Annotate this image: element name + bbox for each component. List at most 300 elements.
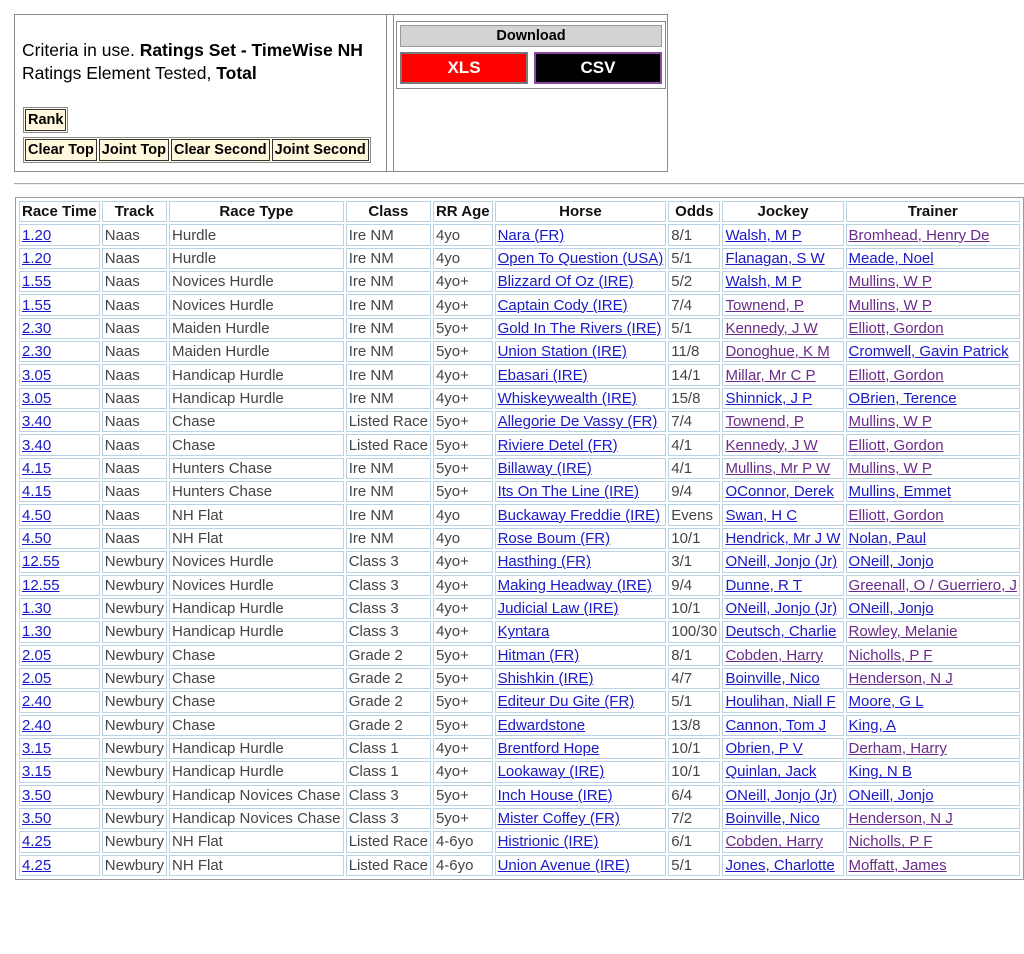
trainer-cell xyxy=(846,364,1020,385)
horse-link[interactable]: Its On The Line (IRE) xyxy=(497,483,640,501)
rr-age-cell: 4yo xyxy=(433,528,493,549)
class-cell: Grade 2 xyxy=(346,715,431,736)
horse-link[interactable]: Riviere Detel (FR) xyxy=(497,436,618,454)
track-cell: Naas xyxy=(102,248,167,269)
race-type-cell: Handicap Hurdle xyxy=(169,621,344,642)
track-cell: Newbury xyxy=(102,855,167,876)
header-odds: Odds xyxy=(668,201,720,222)
trainer-cell xyxy=(846,761,1020,782)
trainer-cell xyxy=(846,318,1020,339)
element-label: Ratings Element Tested, xyxy=(22,63,217,83)
odds-cell: 100/30 xyxy=(668,621,720,642)
horse-cell xyxy=(495,551,667,572)
race-time-cell xyxy=(19,668,100,689)
trainer-cell xyxy=(846,831,1020,852)
table-row xyxy=(19,248,1020,269)
horse-cell xyxy=(495,294,667,315)
table-row xyxy=(19,318,1020,339)
odds-cell: 4/1 xyxy=(668,458,720,479)
download-title: Download xyxy=(400,25,662,47)
race-time-link[interactable]: 4.25 xyxy=(22,856,52,874)
joint-second-button[interactable]: Joint Second xyxy=(272,139,369,161)
race-type-cell: Hunters Chase xyxy=(169,481,344,502)
header-jockey: Jockey xyxy=(722,201,843,222)
race-time-link[interactable]: 1.20 xyxy=(22,226,52,244)
race-time-cell xyxy=(19,855,100,876)
trainer-link[interactable]: Greenall, O / Guerriero, J xyxy=(848,576,1017,594)
horse-cell xyxy=(495,761,667,782)
rr-age-cell: 4-6yo xyxy=(433,855,493,876)
race-type-cell: Handicap Hurdle xyxy=(169,598,344,619)
odds-cell: 10/1 xyxy=(668,598,720,619)
race-type-cell: Novices Hurdle xyxy=(169,271,344,292)
horse-link[interactable]: Captain Cody (IRE) xyxy=(497,296,628,314)
horse-link[interactable]: Buckaway Freddie (IRE) xyxy=(497,506,661,524)
criteria-line xyxy=(22,40,363,61)
joint-top-button[interactable]: Joint Top xyxy=(99,139,169,161)
race-type-cell: Chase xyxy=(169,668,344,689)
horse-cell xyxy=(495,738,667,759)
race-time-link[interactable]: 3.40 xyxy=(22,413,52,431)
table-row xyxy=(19,528,1020,549)
trainer-cell xyxy=(846,434,1020,455)
class-cell: Class 3 xyxy=(346,621,431,642)
csv-download-button[interactable]: CSV xyxy=(534,52,662,84)
jockey-link[interactable]: Shinnick, J P xyxy=(725,389,813,407)
horse-link[interactable]: Making Headway (IRE) xyxy=(497,576,652,594)
horse-link[interactable]: Brentford Hope xyxy=(497,740,600,758)
odds-cell: 4/7 xyxy=(668,668,720,689)
horse-cell xyxy=(495,598,667,619)
track-cell: Newbury xyxy=(102,785,167,806)
horse-link[interactable]: Nara (FR) xyxy=(497,226,565,244)
horse-cell xyxy=(495,808,667,829)
trainer-link[interactable]: ONeill, Jonjo xyxy=(848,600,934,618)
jockey-link[interactable]: Millar, Mr C P xyxy=(725,366,816,384)
race-time-cell xyxy=(19,411,100,432)
class-cell: Listed Race xyxy=(346,434,431,455)
horse-cell xyxy=(495,271,667,292)
track-cell: Newbury xyxy=(102,738,167,759)
class-cell: Ire NM xyxy=(346,528,431,549)
race-type-cell: Chase xyxy=(169,645,344,666)
trainer-cell xyxy=(846,504,1020,525)
jockey-link[interactable]: Cobden, Harry xyxy=(725,646,823,664)
race-time-cell xyxy=(19,575,100,596)
jockey-cell xyxy=(722,318,843,339)
jockey-link[interactable]: ONeill, Jonjo (Jr) xyxy=(725,553,838,571)
horse-link[interactable]: Allegorie De Vassy (FR) xyxy=(497,413,658,431)
jockey-cell xyxy=(722,481,843,502)
race-time-link[interactable]: 1.30 xyxy=(22,623,52,641)
odds-cell: 7/4 xyxy=(668,294,720,315)
table-row xyxy=(19,761,1020,782)
class-cell: Ire NM xyxy=(346,248,431,269)
class-cell: Grade 2 xyxy=(346,691,431,712)
class-cell: Ire NM xyxy=(346,458,431,479)
race-time-cell xyxy=(19,248,100,269)
class-cell: Ire NM xyxy=(346,271,431,292)
jockey-link[interactable]: Hendrick, Mr J W xyxy=(725,529,841,547)
track-cell: Naas xyxy=(102,341,167,362)
jockey-link[interactable]: Flanagan, S W xyxy=(725,249,825,267)
odds-cell: 5/1 xyxy=(668,318,720,339)
table-row xyxy=(19,271,1020,292)
trainer-link[interactable]: Henderson, N J xyxy=(848,670,953,688)
header-race-time: Race Time xyxy=(19,201,100,222)
class-cell: Class 3 xyxy=(346,808,431,829)
table-row xyxy=(19,668,1020,689)
class-cell: Grade 2 xyxy=(346,645,431,666)
trainer-link[interactable]: OBrien, Terence xyxy=(848,389,957,407)
race-time-cell xyxy=(19,388,100,409)
race-time-cell xyxy=(19,481,100,502)
trainer-link[interactable]: Elliott, Gordon xyxy=(848,319,944,337)
rr-age-cell: 4yo+ xyxy=(433,364,493,385)
jockey-link[interactable]: Kennedy, J W xyxy=(725,436,818,454)
trainer-link[interactable]: Mullins, W P xyxy=(848,296,932,314)
race-type-cell: NH Flat xyxy=(169,504,344,525)
jockey-link[interactable]: Cannon, Tom J xyxy=(725,716,827,734)
jockey-link[interactable]: ONeill, Jonjo (Jr) xyxy=(725,600,838,618)
trainer-link[interactable]: Rowley, Melanie xyxy=(848,623,958,641)
rr-age-cell: 4yo+ xyxy=(433,388,493,409)
xls-download-button[interactable]: XLS xyxy=(400,52,528,84)
jockey-link[interactable]: Dunne, R T xyxy=(725,576,802,594)
clear-top-button[interactable]: Clear Top xyxy=(25,139,97,161)
trainer-cell xyxy=(846,715,1020,736)
race-time-link[interactable]: 1.55 xyxy=(22,273,52,291)
horse-link[interactable]: Billaway (IRE) xyxy=(497,459,592,477)
rr-age-cell: 5yo+ xyxy=(433,715,493,736)
track-cell: Newbury xyxy=(102,598,167,619)
class-cell: Grade 2 xyxy=(346,668,431,689)
jockey-cell xyxy=(722,761,843,782)
race-type-cell: NH Flat xyxy=(169,528,344,549)
race-time-cell xyxy=(19,341,100,362)
race-time-link[interactable]: 4.50 xyxy=(22,506,52,524)
odds-cell: 7/2 xyxy=(668,808,720,829)
trainer-link[interactable]: King, A xyxy=(848,716,897,734)
jockey-link[interactable]: Deutsch, Charlie xyxy=(725,623,837,641)
jockey-link[interactable]: Walsh, M P xyxy=(725,273,802,291)
horse-link[interactable]: Gold In The Rivers (IRE) xyxy=(497,319,662,337)
track-cell: Newbury xyxy=(102,808,167,829)
table-row xyxy=(19,434,1020,455)
track-cell: Naas xyxy=(102,481,167,502)
jockey-cell xyxy=(722,831,843,852)
rr-age-cell: 4yo xyxy=(433,224,493,245)
horse-cell xyxy=(495,341,667,362)
trainer-link[interactable]: Mullins, W P xyxy=(848,273,932,291)
trainer-cell xyxy=(846,645,1020,666)
jockey-cell xyxy=(722,271,843,292)
track-cell: Naas xyxy=(102,318,167,339)
horse-link[interactable]: Open To Question (USA) xyxy=(497,249,664,267)
rr-age-cell: 5yo+ xyxy=(433,481,493,502)
trainer-cell xyxy=(846,785,1020,806)
race-time-link[interactable]: 2.05 xyxy=(22,670,52,688)
race-time-cell xyxy=(19,621,100,642)
race-time-cell xyxy=(19,691,100,712)
jockey-link[interactable]: Swan, H C xyxy=(725,506,798,524)
horse-cell xyxy=(495,411,667,432)
jockey-cell xyxy=(722,668,843,689)
track-cell: Naas xyxy=(102,434,167,455)
horse-cell xyxy=(495,645,667,666)
class-cell: Ire NM xyxy=(346,481,431,502)
header-class: Class xyxy=(346,201,431,222)
jockey-link[interactable]: Quinlan, Jack xyxy=(725,763,817,781)
class-cell: Class 3 xyxy=(346,785,431,806)
jockey-cell xyxy=(722,551,843,572)
trainer-link[interactable]: Cromwell, Gavin Patrick xyxy=(848,343,1009,361)
table-row xyxy=(19,691,1020,712)
race-type-cell: Chase xyxy=(169,691,344,712)
jockey-cell xyxy=(722,738,843,759)
race-type-cell: Handicap Hurdle xyxy=(169,738,344,759)
odds-cell: 4/1 xyxy=(668,434,720,455)
track-cell: Naas xyxy=(102,294,167,315)
jockey-cell xyxy=(722,621,843,642)
trainer-link[interactable]: King, N B xyxy=(848,763,912,781)
trainer-link[interactable]: Nolan, Paul xyxy=(848,529,927,547)
race-time-link[interactable]: 2.30 xyxy=(22,343,52,361)
trainer-link[interactable]: Bromhead, Henry De xyxy=(848,226,990,244)
race-time-link[interactable]: 1.30 xyxy=(22,600,52,618)
horse-cell xyxy=(495,504,667,525)
track-cell: Newbury xyxy=(102,575,167,596)
table-row xyxy=(19,831,1020,852)
rr-age-cell: 5yo+ xyxy=(433,785,493,806)
race-time-link[interactable]: 4.25 xyxy=(22,833,52,851)
race-time-cell xyxy=(19,224,100,245)
race-time-link[interactable]: 1.55 xyxy=(22,296,52,314)
trainer-link[interactable]: Moore, G L xyxy=(848,693,924,711)
odds-cell: 6/1 xyxy=(668,831,720,852)
jockey-link[interactable]: Jones, Charlotte xyxy=(725,856,835,874)
horse-link[interactable]: Rose Boum (FR) xyxy=(497,529,611,547)
jockey-cell xyxy=(722,785,843,806)
race-time-link[interactable]: 3.15 xyxy=(22,763,52,781)
race-time-link[interactable]: 2.40 xyxy=(22,693,52,711)
track-cell: Newbury xyxy=(102,715,167,736)
race-time-cell xyxy=(19,458,100,479)
race-time-cell xyxy=(19,738,100,759)
horse-cell xyxy=(495,575,667,596)
race-time-link[interactable]: 2.30 xyxy=(22,319,52,337)
odds-cell: 10/1 xyxy=(668,738,720,759)
jockey-link[interactable]: Boinville, Nico xyxy=(725,810,820,828)
jockey-link[interactable]: Obrien, P V xyxy=(725,740,803,758)
jockey-link[interactable]: ONeill, Jonjo (Jr) xyxy=(725,786,838,804)
trainer-link[interactable]: ONeill, Jonjo xyxy=(848,786,934,804)
jockey-link[interactable]: Kennedy, J W xyxy=(725,319,818,337)
race-time-link[interactable]: 2.40 xyxy=(22,716,52,734)
rr-age-cell: 4yo+ xyxy=(433,294,493,315)
horse-link[interactable]: Shishkin (IRE) xyxy=(497,670,594,688)
table-row xyxy=(19,621,1020,642)
jockey-cell xyxy=(722,504,843,525)
trainer-cell xyxy=(846,855,1020,876)
race-type-cell: Maiden Hurdle xyxy=(169,318,344,339)
horse-link[interactable]: Hasthing (FR) xyxy=(497,553,591,571)
odds-cell: 7/4 xyxy=(668,411,720,432)
race-time-link[interactable]: 3.05 xyxy=(22,366,52,384)
class-cell: Listed Race xyxy=(346,411,431,432)
rr-age-cell: 4yo+ xyxy=(433,738,493,759)
jockey-link[interactable]: Walsh, M P xyxy=(725,226,802,244)
class-cell: Class 3 xyxy=(346,598,431,619)
horse-link[interactable]: Histrionic (IRE) xyxy=(497,833,599,851)
jockey-link[interactable]: OConnor, Derek xyxy=(725,483,834,501)
odds-cell: 5/2 xyxy=(668,271,720,292)
horse-link[interactable]: Edwardstone xyxy=(497,716,586,734)
class-cell: Ire NM xyxy=(346,504,431,525)
horse-link[interactable]: Editeur Du Gite (FR) xyxy=(497,693,635,711)
class-cell: Class 3 xyxy=(346,551,431,572)
race-type-cell: Handicap Hurdle xyxy=(169,388,344,409)
race-time-link[interactable]: 3.50 xyxy=(22,810,52,828)
trainer-link[interactable]: Henderson, N J xyxy=(848,810,953,828)
trainer-link[interactable]: Elliott, Gordon xyxy=(848,436,944,454)
table-row xyxy=(19,341,1020,362)
track-cell: Newbury xyxy=(102,551,167,572)
odds-cell: 14/1 xyxy=(668,364,720,385)
race-time-link[interactable]: 1.20 xyxy=(22,249,52,267)
race-time-cell xyxy=(19,364,100,385)
class-cell: Class 1 xyxy=(346,738,431,759)
horse-cell xyxy=(495,831,667,852)
horse-link[interactable]: Ebasari (IRE) xyxy=(497,366,588,384)
class-cell: Ire NM xyxy=(346,318,431,339)
jockey-link[interactable]: Houlihan, Niall F xyxy=(725,693,836,711)
horse-link[interactable]: Inch House (IRE) xyxy=(497,786,613,804)
table-row xyxy=(19,411,1020,432)
race-time-link[interactable]: 3.15 xyxy=(22,740,52,758)
jockey-cell xyxy=(722,458,843,479)
element-line xyxy=(22,63,257,84)
trainer-link[interactable]: Moffatt, James xyxy=(848,856,947,874)
rank-button[interactable]: Rank xyxy=(25,109,66,131)
class-cell: Class 1 xyxy=(346,761,431,782)
class-cell: Ire NM xyxy=(346,224,431,245)
table-row xyxy=(19,458,1020,479)
trainer-link[interactable]: Nicholls, P F xyxy=(848,646,933,664)
trainer-cell xyxy=(846,738,1020,759)
class-cell: Class 3 xyxy=(346,575,431,596)
jockey-cell xyxy=(722,364,843,385)
trainer-link[interactable]: Derham, Harry xyxy=(848,740,947,758)
race-type-cell: Hurdle xyxy=(169,248,344,269)
trainer-cell xyxy=(846,411,1020,432)
rr-age-cell: 5yo+ xyxy=(433,691,493,712)
rr-age-cell: 5yo+ xyxy=(433,341,493,362)
table-row xyxy=(19,388,1020,409)
jockey-cell xyxy=(722,715,843,736)
table-row xyxy=(19,364,1020,385)
race-time-link[interactable]: 3.40 xyxy=(22,436,52,454)
horse-link[interactable]: Judicial Law (IRE) xyxy=(497,600,619,618)
race-time-link[interactable]: 4.15 xyxy=(22,483,52,501)
race-time-link[interactable]: 12.55 xyxy=(22,553,60,571)
race-time-cell xyxy=(19,715,100,736)
trainer-cell xyxy=(846,458,1020,479)
trainer-link[interactable]: Meade, Noel xyxy=(848,249,934,267)
trainer-link[interactable]: Elliott, Gordon xyxy=(848,366,944,384)
track-cell: Naas xyxy=(102,388,167,409)
trainer-cell xyxy=(846,691,1020,712)
jockey-link[interactable]: Townend, P xyxy=(725,413,804,431)
table-row xyxy=(19,855,1020,876)
race-type-cell: Novices Hurdle xyxy=(169,551,344,572)
clear-second-button[interactable]: Clear Second xyxy=(171,139,270,161)
race-time-link[interactable]: 3.50 xyxy=(22,786,52,804)
trainer-link[interactable]: Mullins, W P xyxy=(848,413,932,431)
track-cell: Newbury xyxy=(102,621,167,642)
horse-link[interactable]: Blizzard Of Oz (IRE) xyxy=(497,273,634,291)
class-cell: Ire NM xyxy=(346,294,431,315)
horse-cell xyxy=(495,785,667,806)
horse-cell xyxy=(495,434,667,455)
trainer-link[interactable]: Nicholls, P F xyxy=(848,833,933,851)
trainer-cell xyxy=(846,481,1020,502)
race-time-cell xyxy=(19,761,100,782)
jockey-link[interactable]: Boinville, Nico xyxy=(725,670,820,688)
jockey-link[interactable]: Mullins, Mr P W xyxy=(725,459,831,477)
rr-age-cell: 5yo+ xyxy=(433,645,493,666)
horse-link[interactable]: Hitman (FR) xyxy=(497,646,580,664)
race-time-link[interactable]: 2.05 xyxy=(22,646,52,664)
trainer-link[interactable]: Mullins, W P xyxy=(848,459,932,477)
horse-cell xyxy=(495,248,667,269)
trainer-link[interactable]: Mullins, Emmet xyxy=(848,483,952,501)
jockey-link[interactable]: Townend, P xyxy=(725,296,804,314)
race-time-link[interactable]: 4.50 xyxy=(22,529,52,547)
race-time-link[interactable]: 12.55 xyxy=(22,576,60,594)
element-value: Total xyxy=(216,63,257,83)
odds-cell: 5/1 xyxy=(668,248,720,269)
trainer-link[interactable]: Elliott, Gordon xyxy=(848,506,944,524)
race-time-cell xyxy=(19,434,100,455)
results-table-wrapper xyxy=(15,197,1024,880)
horse-link[interactable]: Union Station (IRE) xyxy=(497,343,627,361)
jockey-cell xyxy=(722,411,843,432)
race-time-link[interactable]: 4.15 xyxy=(22,459,52,477)
horse-link[interactable]: Mister Coffey (FR) xyxy=(497,810,620,828)
trainer-link[interactable]: ONeill, Jonjo xyxy=(848,553,934,571)
header-rr-age: RR Age xyxy=(433,201,493,222)
jockey-link[interactable]: Donoghue, K M xyxy=(725,343,830,361)
race-type-cell: Chase xyxy=(169,715,344,736)
odds-cell: 13/8 xyxy=(668,715,720,736)
horse-link[interactable]: Lookaway (IRE) xyxy=(497,763,605,781)
table-row xyxy=(19,785,1020,806)
trainer-cell xyxy=(846,621,1020,642)
horse-link[interactable]: Whiskeywealth (IRE) xyxy=(497,389,637,407)
rr-age-cell: 5yo+ xyxy=(433,318,493,339)
track-cell: Newbury xyxy=(102,831,167,852)
race-time-cell xyxy=(19,271,100,292)
race-time-link[interactable]: 3.05 xyxy=(22,389,52,407)
race-time-cell xyxy=(19,528,100,549)
horse-link[interactable]: Kyntara xyxy=(497,623,550,641)
horse-link[interactable]: Union Avenue (IRE) xyxy=(497,856,630,874)
odds-cell: 11/8 xyxy=(668,341,720,362)
jockey-link[interactable]: Cobden, Harry xyxy=(725,833,823,851)
race-time-cell xyxy=(19,808,100,829)
race-type-cell: Hunters Chase xyxy=(169,458,344,479)
